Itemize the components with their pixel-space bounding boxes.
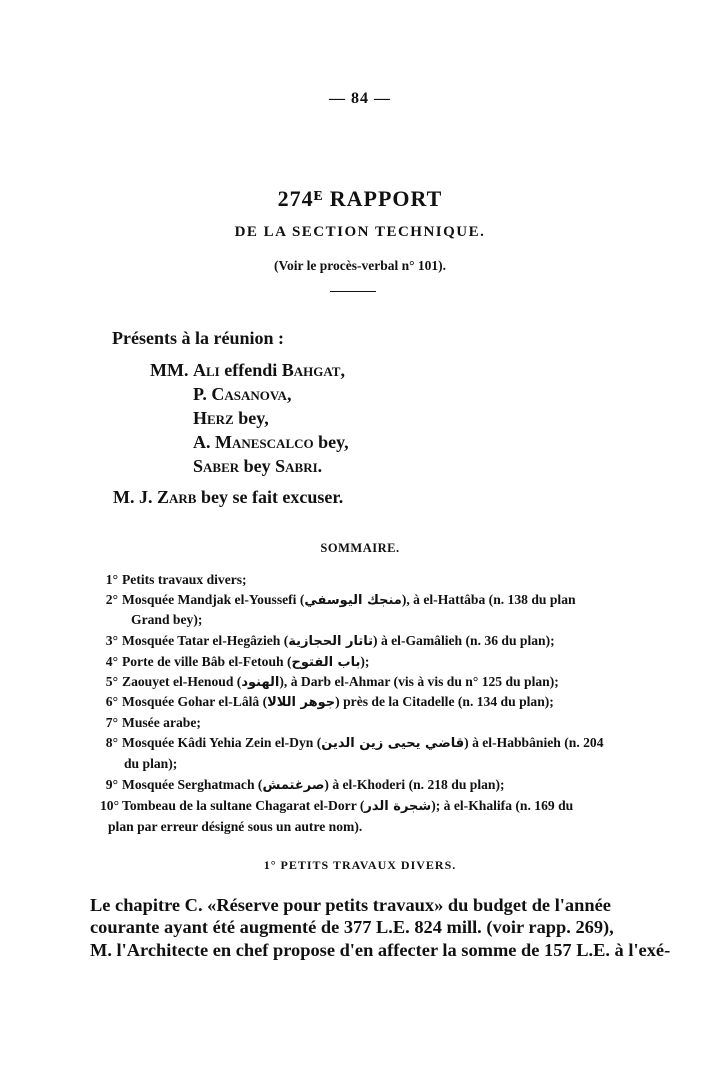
item-number: 9° <box>105 777 118 792</box>
member-surname-sc: Sabri <box>275 456 318 476</box>
item-text: Mosquée Gohar el-Lâlâ ( <box>122 694 268 709</box>
section-heading: 1° PETITS TRAVAUX DIVERS. <box>263 858 457 872</box>
sommaire-item-continuation: du plan); <box>124 756 178 771</box>
item-number: 4° <box>105 654 118 669</box>
item-number: 10° <box>100 798 120 813</box>
item-number: 2° <box>105 592 118 607</box>
item-arabic-name: شجرة الدر <box>364 799 432 814</box>
member-name: bey <box>239 456 276 476</box>
item-number: 3° <box>105 633 118 648</box>
item-arabic-name: الهنود <box>241 675 280 690</box>
sommaire-item <box>100 572 247 588</box>
sommaire-item <box>100 654 369 670</box>
member-line <box>193 456 322 477</box>
item-text: Tombeau de la sultane Chagarat el-Dorr ( <box>122 798 365 813</box>
member-line <box>193 408 269 429</box>
sommaire-item <box>100 694 554 710</box>
page-number: — 84 — <box>329 90 391 107</box>
item-text-after: ), à Darb el-Ahmar (vis à vis du n° 125 du plan); <box>279 674 559 689</box>
members-prefix: MM. <box>150 360 189 380</box>
item-text: Porte de ville Bâb el-Fetouh ( <box>122 654 292 669</box>
item-number: 7° <box>105 715 118 730</box>
item-text: Mosquée Mandjak el-Youssefi ( <box>122 592 305 607</box>
paragraph-line: Le chapitre C. «Réserve pour petits travaux» du budget de l'année <box>90 895 611 915</box>
report-title: 274ᴱ RAPPORT <box>277 186 443 211</box>
excused-start: M. J. <box>113 487 157 507</box>
sommaire-item <box>100 777 505 793</box>
member-surname-sc: Casanova <box>211 384 287 404</box>
item-text: Mosquée Serghatmach ( <box>122 777 263 792</box>
member-surname-sc: Manescalco <box>215 432 314 452</box>
item-text-after: ) à el-Gamâlieh (n. 36 du plan); <box>373 633 555 648</box>
item-text-after: ), à el-Hattâba (n. 138 du plan <box>401 592 576 607</box>
item-arabic-name: باب الفتوح <box>291 655 361 670</box>
paragraph-line: courante ayant été augmenté de 377 L.E. 824 mill. (voir rapp. 269), <box>90 917 614 937</box>
member-suffix: bey, <box>313 432 349 452</box>
sommaire-item <box>100 735 604 751</box>
item-text: Petits travaux divers; <box>122 572 247 587</box>
item-text-after: ); <box>360 654 370 669</box>
member-line <box>193 360 345 381</box>
sommaire-item <box>100 715 201 731</box>
item-number: 1° <box>105 572 118 587</box>
item-text: Musée arabe; <box>122 715 201 730</box>
item-arabic-name: صرغتمش <box>262 778 325 793</box>
sommaire-item-continuation: plan par erreur désigné sous un autre nom). <box>108 819 363 834</box>
item-text-after: ) près de la Citadelle (n. 134 du plan); <box>335 694 554 709</box>
item-text: Mosquée Kâdi Yehia Zein el-Dyn ( <box>122 735 322 750</box>
item-arabic-name: تاتار الحجازية <box>288 634 374 649</box>
excused-name-sc: Zarb <box>157 487 197 507</box>
excused-member <box>113 487 343 508</box>
member-name: A. <box>193 432 215 452</box>
member-suffix: . <box>317 456 323 476</box>
member-suffix: , <box>340 360 345 380</box>
sommaire-item <box>100 633 555 649</box>
member-line <box>193 432 349 453</box>
report-subtitle: DE LA SECTION TECHNIQUE. <box>234 224 486 240</box>
title-divider <box>330 291 376 292</box>
excused-end: bey se fait excuser. <box>196 487 344 507</box>
member-name-sc: Saber <box>193 456 240 476</box>
sommaire-item <box>100 592 576 608</box>
item-text-after: ); à el-Khalifa (n. 169 du <box>431 798 574 813</box>
member-name: P. <box>193 384 212 404</box>
member-name-sc: Ali <box>193 360 220 380</box>
member-surname-sc: Bahgat <box>281 360 341 380</box>
item-text: Zaouyet el-Henoud ( <box>122 674 242 689</box>
proces-verbal-reference: (Voir le procès-verbal n° 101). <box>273 258 446 273</box>
member-line <box>193 384 291 405</box>
item-number: 5° <box>105 674 118 689</box>
presents-label: Présents à la réunion : <box>112 328 284 348</box>
sommaire-item <box>100 674 559 690</box>
item-number: 6° <box>105 694 118 709</box>
item-text-after: ) à el-Habbânieh (n. 204 <box>464 735 604 750</box>
member-suffix: , <box>286 384 292 404</box>
item-arabic-name: جوهر اللالا <box>267 695 336 710</box>
item-arabic-name: قاضي يحيى زين الدين <box>321 736 465 751</box>
sommaire-heading: SOMMAIRE. <box>320 541 400 555</box>
member-name: effendi <box>219 360 282 380</box>
member-name-sc: Herz <box>193 408 234 428</box>
item-number: 8° <box>105 735 118 750</box>
member-name: bey <box>233 408 265 428</box>
sommaire-item <box>100 798 573 814</box>
item-text-after: ) à el-Khoderi (n. 218 du plan); <box>324 777 505 792</box>
sommaire-item-continuation: Grand bey); <box>131 612 203 627</box>
member-suffix: , <box>264 408 269 428</box>
item-text: Mosquée Tatar el-Hegâzieh ( <box>122 633 289 648</box>
paragraph-line: M. l'Architecte en chef propose d'en affecter la somme de 157 L.E. à l'exé- <box>90 940 671 960</box>
item-arabic-name: منجك اليوسفي <box>304 593 402 608</box>
